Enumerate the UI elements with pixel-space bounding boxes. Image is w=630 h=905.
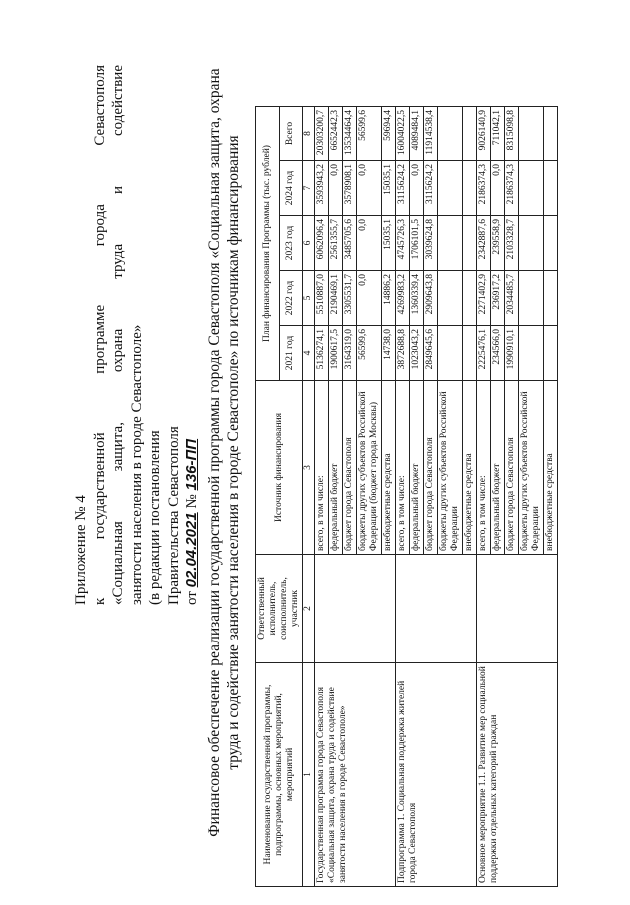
row-funding-source: всего, в том числе: — [315, 381, 329, 555]
financing-table — [255, 106, 558, 887]
row-total-value: 711042,1 — [491, 107, 505, 161]
row-year-value — [463, 271, 477, 326]
index-cell: 5 — [303, 271, 315, 326]
index-cell: 1 — [303, 663, 315, 887]
row-year-value — [438, 326, 463, 381]
row-year-value: 2561355,7 — [329, 216, 343, 271]
row-funding-source: всего, в том числе: — [477, 381, 491, 555]
row-year-value: 0,0 — [491, 161, 505, 216]
row-funding-source: федеральный бюджет — [410, 381, 424, 555]
row-year-value: 239558,9 — [491, 216, 505, 271]
row-year-value: 1360339,4 — [410, 271, 424, 326]
row-year-value: 234566,0 — [491, 326, 505, 381]
row-year-value: 5510887,0 — [315, 271, 329, 326]
index-cell: 2 — [303, 555, 315, 663]
row-year-value — [463, 216, 477, 271]
row-funding-source: бюджет города Севастополя — [424, 381, 438, 555]
row-year-value: 0,0 — [357, 271, 382, 326]
row-executor — [315, 555, 396, 663]
row-year-value: 2186374,3 — [505, 161, 519, 216]
row-year-value: 3305531,7 — [343, 271, 357, 326]
row-funding-source: бюджеты других субъектов Российской Федерации (бюджет города Москвы) — [357, 381, 382, 555]
row-year-value: 2909643,8 — [424, 271, 438, 326]
row-year-value: 1900617,5 — [329, 326, 343, 381]
row-year-value — [438, 216, 463, 271]
table-row — [315, 107, 329, 887]
row-year-value: 2034485,7 — [505, 271, 519, 326]
row-year-value — [463, 161, 477, 216]
header-total: Всего — [279, 107, 303, 161]
table-row — [396, 107, 410, 887]
row-total-value: 20303200,7 — [315, 107, 329, 161]
header-name: Наименование государственной программы, подпрограммы, основных мероприятий, мероприятий — [256, 663, 303, 887]
row-year-value: 1990910,1 — [505, 326, 519, 381]
row-total-value — [544, 107, 558, 161]
row-year-value: 4745726,3 — [396, 216, 410, 271]
row-year-value — [463, 326, 477, 381]
handwritten-number: 136-ПП — [183, 438, 200, 491]
row-executor — [396, 555, 477, 663]
row-year-value: 3164319,0 — [343, 326, 357, 381]
index-cell: 8 — [303, 107, 315, 161]
row-year-value: 5136274,1 — [315, 326, 329, 381]
index-cell: 3 — [303, 381, 315, 555]
header-executor: Ответственный исполнитель, соисполнитель, участник — [256, 555, 303, 663]
row-year-value: 0,0 — [357, 216, 382, 271]
header-year: 2021 год — [279, 326, 303, 381]
row-executor — [477, 555, 558, 663]
row-year-value: 2190469,1 — [329, 271, 343, 326]
appendix-line: Правительства Севастополя — [165, 426, 182, 605]
row-year-value: 2225476,1 — [477, 326, 491, 381]
row-year-value: 0,0 — [410, 161, 424, 216]
index-row — [303, 107, 315, 887]
row-year-value: 2849645,6 — [424, 326, 438, 381]
row-funding-source: внебюджетные средства — [382, 381, 396, 555]
row-year-value: 3578908,1 — [343, 161, 357, 216]
row-funding-source: бюджет города Севастополя — [505, 381, 519, 555]
heading-line: Финансовое обеспечение реализации государственной программы города Севастополя «Социальная защита, охрана — [206, 68, 223, 837]
header-year: 2022 год — [279, 271, 303, 326]
row-funding-source: бюджеты других субъектов Российской Федерации — [438, 381, 463, 555]
row-year-value: 3872688,8 — [396, 326, 410, 381]
row-year-value: 4269983,2 — [396, 271, 410, 326]
index-cell: 7 — [303, 161, 315, 216]
appendix-date-line — [183, 65, 202, 605]
index-cell: 6 — [303, 216, 315, 271]
appendix-line: (в редакции постановления — [147, 430, 163, 605]
row-year-value — [438, 271, 463, 326]
row-year-value — [544, 161, 558, 216]
row-year-value: 2271402,9 — [477, 271, 491, 326]
row-total-value: 56599,6 — [357, 107, 382, 161]
row-total-value — [519, 107, 544, 161]
row-year-value: 0,0 — [357, 161, 382, 216]
row-year-value: 1023043,2 — [410, 326, 424, 381]
appendix-line: занятости населения в городе Севастополе» — [128, 324, 145, 605]
number-prefix: № — [184, 494, 200, 509]
row-year-value: 3593943,2 — [315, 161, 329, 216]
header-plan: План финансирования Программы (тыс. рублей) — [256, 107, 280, 381]
index-cell: 4 — [303, 326, 315, 381]
row-total-value: 13534464,4 — [343, 107, 357, 161]
row-program-name: Основное мероприятие 1.1. Развитие мер социальной поддержки отдельных категорий граждан — [477, 663, 558, 887]
appendix-line: к государственной программе города Севастополя — [91, 65, 108, 605]
handwritten-date: 02.04.2021 — [183, 512, 200, 588]
row-year-value: 15035,1 — [382, 216, 396, 271]
table-row — [477, 107, 491, 887]
row-total-value — [438, 107, 463, 161]
row-year-value: 0,0 — [329, 161, 343, 216]
appendix-block — [72, 65, 202, 605]
row-total-value: 59694,4 — [382, 107, 396, 161]
row-total-value — [463, 107, 477, 161]
row-program-name: Государственная программа города Севастополя «Социальная защита, охрана труда и содействие занятости населения в городе Севастополе» — [315, 663, 396, 887]
row-year-value: 14886,2 — [382, 271, 396, 326]
row-year-value: 15035,1 — [382, 161, 396, 216]
row-year-value: 2342887,6 — [477, 216, 491, 271]
row-year-value: 14738,0 — [382, 326, 396, 381]
row-funding-source: федеральный бюджет — [329, 381, 343, 555]
heading-line: труда и содействие занятости населения в городе Севастополе» по источникам финансирования — [225, 135, 242, 770]
header-year: 2024 год — [279, 161, 303, 216]
header-year: 2023 год — [279, 216, 303, 271]
row-year-value — [544, 326, 558, 381]
header-source: Источник финансирования — [256, 381, 303, 555]
document-heading — [205, 10, 243, 895]
row-year-value: 3115624,2 — [424, 161, 438, 216]
row-funding-source: бюджеты других субъектов Российской Федерации — [519, 381, 544, 555]
row-year-value — [438, 161, 463, 216]
row-funding-source: внебюджетные средства — [544, 381, 558, 555]
row-year-value: 3485705,6 — [343, 216, 357, 271]
appendix-line: «Социальная защита, охрана труда и содействие — [110, 65, 126, 605]
row-year-value: 2186374,3 — [477, 161, 491, 216]
header-row — [256, 107, 280, 887]
row-year-value — [544, 216, 558, 271]
row-funding-source: бюджет города Севастополя — [343, 381, 357, 555]
row-total-value: 6652442,3 — [329, 107, 343, 161]
row-funding-source: федеральный бюджет — [491, 381, 505, 555]
row-funding-source: внебюджетные средства — [463, 381, 477, 555]
row-year-value: 2103328,7 — [505, 216, 519, 271]
row-year-value — [519, 216, 544, 271]
row-total-value: 9026140,9 — [477, 107, 491, 161]
row-total-value: 4089484,1 — [410, 107, 424, 161]
row-year-value: 3039624,8 — [424, 216, 438, 271]
row-year-value: 56599,6 — [357, 326, 382, 381]
appendix-title: Приложение № 4 — [73, 495, 89, 605]
row-year-value — [519, 161, 544, 216]
row-total-value: 11914538,4 — [424, 107, 438, 161]
row-year-value: 236917,2 — [491, 271, 505, 326]
row-year-value — [519, 271, 544, 326]
row-year-value: 6062096,4 — [315, 216, 329, 271]
table-body — [315, 107, 558, 887]
date-prefix: от — [184, 591, 200, 605]
row-year-value — [519, 326, 544, 381]
row-funding-source: всего, в том числе: — [396, 381, 410, 555]
row-year-value — [544, 271, 558, 326]
row-program-name: Подпрограмма 1. Социальная поддержка жителей города Севастополя — [396, 663, 477, 887]
row-year-value: 3115624,2 — [396, 161, 410, 216]
row-total-value: 16004022,5 — [396, 107, 410, 161]
row-total-value: 8315098,8 — [505, 107, 519, 161]
row-year-value: 1706101,5 — [410, 216, 424, 271]
